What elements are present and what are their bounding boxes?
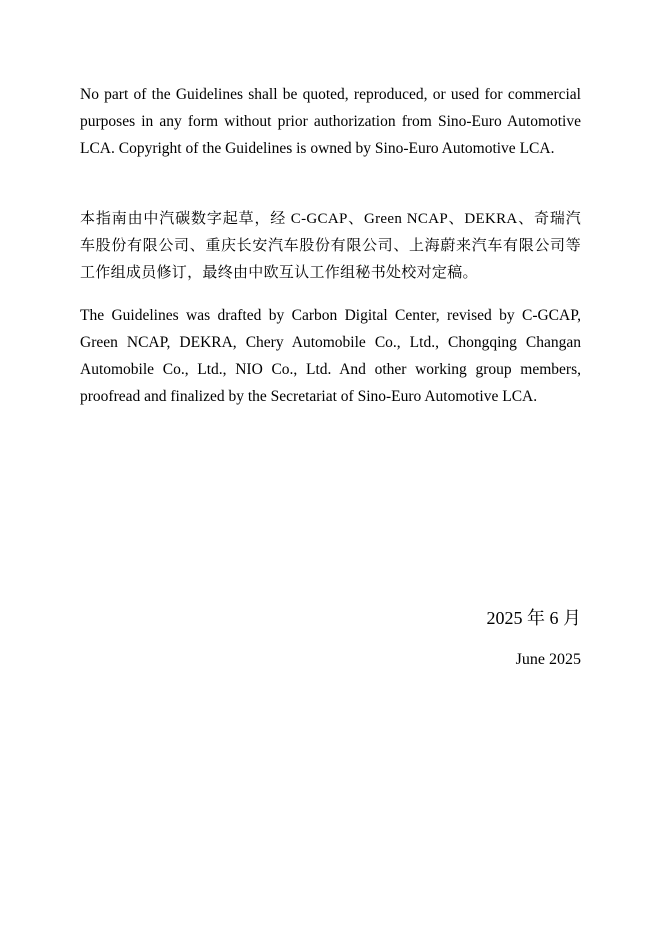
drafting-note-chinese: 本指南由中汽碳数字起草，经 C-GCAP、Green NCAP、DEKRA、奇瑞汽车股份有限公司、重庆长安汽车股份有限公司、上海蔚来汽车有限公司等工作组成员修订，最终由中欧互认工作组秘书处校对定稿。	[80, 211, 581, 281]
drafting-note-english: The Guidelines was drafted by Carbon Digital Center, revised by C-GCAP, Green NCAP, DEKRA, Chery Automobile Co., Ltd., Chongqing Changan Automobile Co., Ltd., NIO Co., Ltd. And other working group members, proofread and finalized by the Secretariat of Sino-Euro Automotive LCA.	[80, 307, 581, 405]
publication-date-chinese: 2025 年 6 月	[486, 608, 581, 628]
publication-date-english: June 2025	[515, 651, 581, 668]
copyright-notice: No part of the Guidelines shall be quoted, reproduced, or used for commercial purposes in any form without prior authorization from Sino-Euro Automotive LCA. Copyright of the Guidelines is owned by Sino-Euro Automotive LCA.	[80, 86, 581, 157]
